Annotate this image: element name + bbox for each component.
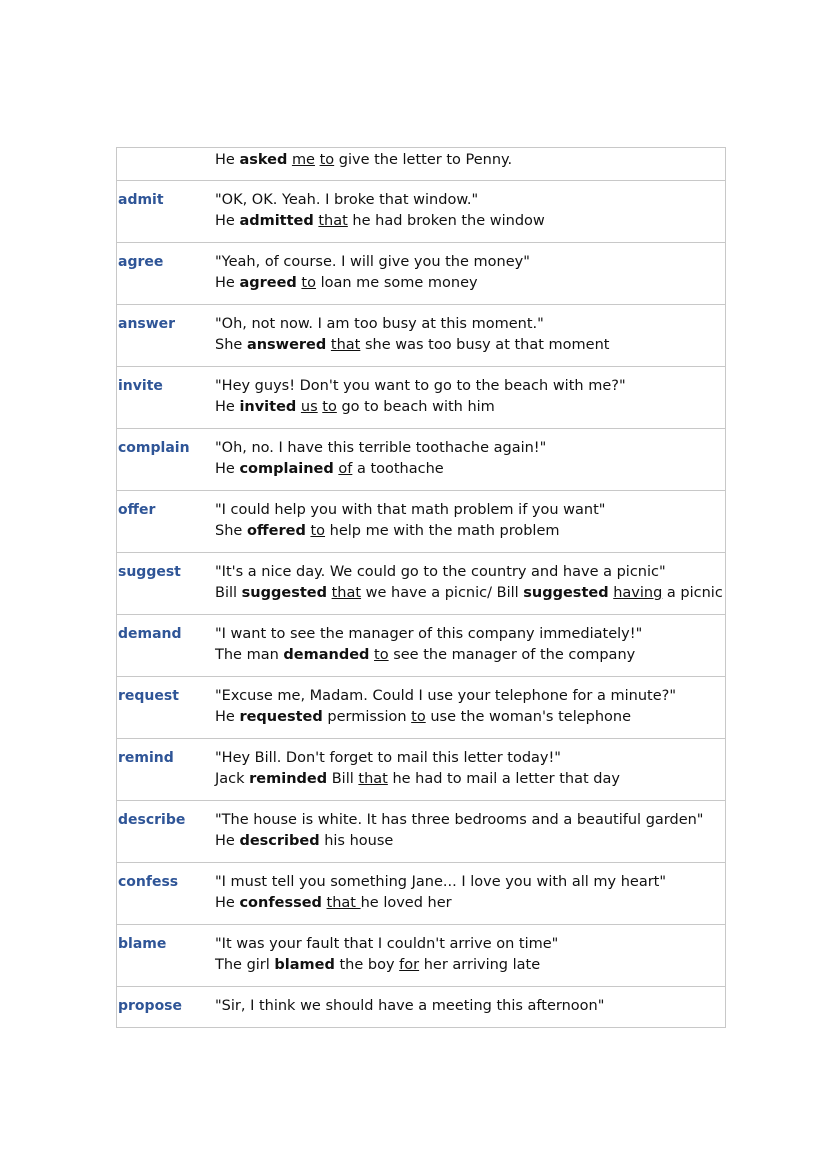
text-segment: The girl: [215, 957, 275, 973]
table-row: [117, 367, 726, 429]
text-segment: permission: [322, 709, 412, 725]
direct-speech-line: [215, 305, 725, 335]
reporting-verb-bold: complained: [239, 461, 334, 477]
table-row: [117, 305, 726, 367]
table-body: [117, 148, 726, 1028]
text-segment: "It's a nice day. We could go to the country and have a picnic": [215, 564, 666, 580]
reporting-verb-bold: offered: [246, 523, 306, 539]
example-cell: [215, 925, 726, 987]
table-row: [117, 863, 726, 925]
table-row: [117, 615, 726, 677]
reporting-verb-bold: answered: [246, 337, 327, 353]
text-segment: "The house is white. It has three bedrooms and a beautiful garden": [215, 812, 704, 828]
text-segment: help me with the math problem: [325, 523, 560, 539]
reported-speech-line: [215, 707, 725, 728]
reporting-verb-bold: agreed: [239, 275, 297, 291]
reported-speech-line: [215, 955, 725, 976]
verb-cell: [117, 677, 216, 739]
table-row: [117, 429, 726, 491]
underlined-word: that: [330, 337, 361, 353]
underlined-word: us: [300, 399, 318, 415]
underlined-word: to: [411, 709, 426, 725]
text-segment: he loved her: [360, 895, 452, 911]
text-segment: loan me some money: [315, 275, 478, 291]
table-row: [117, 491, 726, 553]
reported-speech-line: [215, 211, 725, 232]
reporting-verb-bold: invited: [239, 399, 297, 415]
reporting-verb-bold: suggested: [241, 585, 327, 601]
reporting-verb: remind: [118, 750, 174, 766]
text-segment: a toothache: [352, 461, 444, 477]
text-segment: The man: [215, 647, 284, 663]
text-segment: "It was your fault that I couldn't arrive on time": [215, 936, 559, 952]
text-segment: He: [215, 895, 240, 911]
text-segment: the boy: [334, 957, 400, 973]
example-cell: [215, 801, 726, 863]
verb-cell: [117, 305, 216, 367]
verb-cell: [117, 181, 216, 243]
verb-cell: [117, 615, 216, 677]
reported-speech-line: [215, 831, 725, 852]
text-segment: Bill: [327, 771, 359, 787]
reporting-verbs-table: [116, 147, 726, 1028]
reported-speech-line: [215, 273, 725, 294]
example-cell: [215, 553, 726, 615]
direct-speech-line: [215, 801, 725, 831]
reported-speech-line: [215, 987, 725, 1017]
text-segment: use the woman's telephone: [425, 709, 632, 725]
reported-speech-line: [215, 645, 725, 666]
text-segment: he had to mail a letter that day: [387, 771, 620, 787]
reporting-verb: invite: [118, 378, 163, 394]
underlined-word: to: [374, 647, 389, 663]
reporting-verb-bold: admitted: [239, 213, 314, 229]
text-segment: She: [215, 523, 247, 539]
text-segment: He: [215, 709, 240, 725]
reporting-verb: request: [118, 688, 179, 704]
reporting-verb-bold: requested: [239, 709, 323, 725]
verb-cell: [117, 491, 216, 553]
text-segment: "Oh, no. I have this terrible toothache again!": [215, 440, 547, 456]
direct-speech-line: [215, 553, 725, 583]
text-segment: He: [215, 152, 240, 168]
underlined-word: to: [301, 275, 316, 291]
text-segment: we have a picnic/ Bill: [361, 585, 524, 601]
text-segment: He: [215, 275, 240, 291]
text-segment: his house: [319, 833, 394, 849]
table-row: [117, 148, 726, 181]
underlined-word: of: [338, 461, 353, 477]
text-segment: "I want to see the manager of this company immediately!": [215, 626, 643, 642]
reporting-verb: describe: [118, 812, 186, 828]
text-segment: her arriving late: [419, 957, 541, 973]
reported-speech-line: [215, 397, 725, 418]
table-row: [117, 925, 726, 987]
reported-speech-line: [215, 521, 725, 542]
underlined-word: that: [358, 771, 388, 787]
table-row: [117, 677, 726, 739]
verb-cell: [117, 553, 216, 615]
text-segment: He: [215, 461, 240, 477]
reported-speech-line: [215, 335, 725, 356]
table-row: [117, 243, 726, 305]
example-cell: [215, 243, 726, 305]
direct-speech-line: [215, 491, 725, 521]
reported-speech-line: [215, 459, 725, 480]
table-row: [117, 987, 726, 1028]
reporting-verb: admit: [118, 192, 164, 208]
text-segment: Bill: [215, 585, 242, 601]
verb-cell: [117, 801, 216, 863]
example-cell: [215, 739, 726, 801]
text-segment: "Oh, not now. I am too busy at this moment.": [215, 316, 544, 332]
table-row: [117, 739, 726, 801]
verb-cell: [117, 367, 216, 429]
reporting-verb: offer: [118, 502, 156, 518]
text-segment: "Hey Bill. Don't forget to mail this letter today!": [215, 750, 561, 766]
verb-cell: [117, 863, 216, 925]
underlined-word: that: [326, 895, 361, 911]
text-segment: Jack: [215, 771, 250, 787]
example-cell: [215, 181, 726, 243]
verb-cell: [117, 148, 216, 181]
direct-speech-line: [215, 863, 725, 893]
reported-speech-line: [215, 583, 725, 604]
reporting-verb: complain: [118, 440, 190, 456]
reporting-verb-bold: blamed: [274, 957, 335, 973]
example-cell: [215, 305, 726, 367]
text-segment: "Excuse me, Madam. Could I use your telephone for a minute?": [215, 688, 676, 704]
text-segment: "I must tell you something Jane... I love you with all my heart": [215, 874, 667, 890]
verb-cell: [117, 429, 216, 491]
verb-cell: [117, 739, 216, 801]
table-row: [117, 553, 726, 615]
example-cell: [215, 429, 726, 491]
example-cell: [215, 615, 726, 677]
underlined-word: having: [613, 585, 663, 601]
text-segment: "I could help you with that math problem if you want": [215, 502, 606, 518]
direct-speech-line: [215, 925, 725, 955]
table-row: [117, 181, 726, 243]
reporting-verb: [118, 148, 215, 157]
underlined-word: that: [331, 585, 362, 601]
text-segment: he had broken the window: [347, 213, 545, 229]
reporting-verb-bold: asked: [239, 152, 288, 168]
text-segment: She: [215, 337, 247, 353]
text-segment: see the manager of the company: [388, 647, 636, 663]
reported-speech-line: [215, 893, 725, 914]
example-cell: [215, 491, 726, 553]
direct-speech-line: [215, 429, 725, 459]
table-row: [117, 801, 726, 863]
reporting-verb-bold: suggested: [523, 585, 609, 601]
reporting-verb-bold: demanded: [283, 647, 370, 663]
underlined-word: to: [322, 399, 337, 415]
text-segment: "Hey guys! Don't you want to go to the beach with me?": [215, 378, 626, 394]
text-segment: "Sir, I think we should have a meeting this afternoon": [215, 998, 605, 1014]
direct-speech-line: [215, 367, 725, 397]
reporting-verb-bold: confessed: [239, 895, 322, 911]
verb-cell: [117, 925, 216, 987]
text-segment: "OK, OK. Yeah. I broke that window.": [215, 192, 479, 208]
reporting-verb-bold: described: [239, 833, 320, 849]
underlined-word: for: [399, 957, 420, 973]
example-cell: [215, 677, 726, 739]
reporting-verb: confess: [118, 874, 179, 890]
text-segment: "Yeah, of course. I will give you the money": [215, 254, 530, 270]
text-segment: He: [215, 399, 240, 415]
text-segment: He: [215, 213, 240, 229]
reporting-verb: agree: [118, 254, 164, 270]
example-cell: [215, 367, 726, 429]
reporting-verb: propose: [118, 998, 183, 1014]
underlined-word: that: [318, 213, 348, 229]
underlined-word: to: [310, 523, 326, 539]
example-cell: [215, 987, 726, 1028]
text-segment: she was too busy at that moment: [360, 337, 610, 353]
direct-speech-line: [215, 243, 725, 273]
reported-speech-line: [215, 148, 725, 172]
text-segment: go to beach with him: [336, 399, 495, 415]
reporting-verb: blame: [118, 936, 167, 952]
verb-cell: [117, 243, 216, 305]
reporting-verb: demand: [118, 626, 182, 642]
text-segment: He: [215, 833, 240, 849]
verb-cell: [117, 987, 216, 1028]
text-segment: a picnic: [662, 585, 723, 601]
text-segment: give the letter to Penny.: [334, 152, 513, 168]
direct-speech-line: [215, 739, 725, 769]
underlined-word: to: [319, 152, 335, 168]
direct-speech-line: [215, 677, 725, 707]
example-cell: [215, 863, 726, 925]
direct-speech-line: [215, 615, 725, 645]
direct-speech-line: [215, 181, 725, 211]
reporting-verb: answer: [118, 316, 176, 332]
underlined-word: me: [291, 152, 315, 168]
reported-speech-line: [215, 769, 725, 790]
example-cell: [215, 148, 726, 181]
reporting-verb: suggest: [118, 564, 181, 580]
reporting-verb-bold: reminded: [249, 771, 328, 787]
